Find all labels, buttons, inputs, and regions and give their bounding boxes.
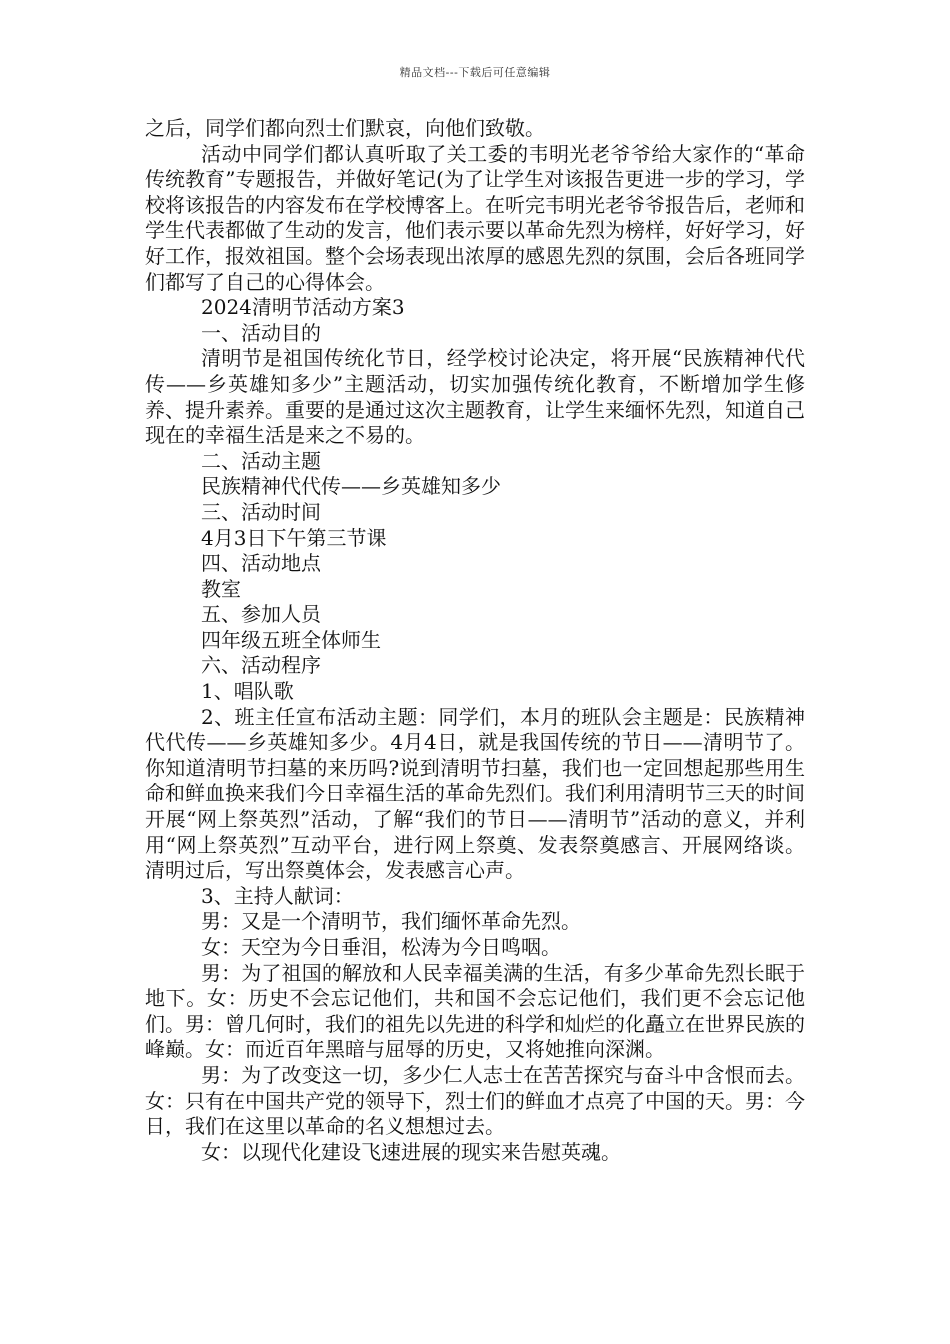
dialogue-line: 女：天空为今日垂泪，松涛为今日鸣咽。 bbox=[201, 935, 561, 959]
paragraph: 民族精神代代传——乡英雄知多少 bbox=[201, 474, 501, 499]
list-item: 1、唱队歌 bbox=[201, 679, 294, 704]
paragraph: 四年级五班全体师生 bbox=[201, 627, 381, 652]
paragraph: 活动中同学们都认真听取了关工委的韦明光老爷爷给大家作的“革命传统教育”专题报告，并做好笔记(为了让学生对该报告更进一步的学习，学校将该报告的内容发布在学校博客上。在听完韦明光老爷爷报告后，老师和学生代表都做了生动的发言，他们表示要以革命先烈为榜样，好好学习，好好工作，报效祖国。整个会场表现出浓厚的感恩先烈的氛围，会后各班同学们都写了自己的心得体会。 bbox=[145, 141, 805, 294]
section-heading: 三、活动时间 bbox=[201, 499, 321, 524]
section-heading: 六、活动程序 bbox=[201, 653, 321, 678]
list-item: 3、主持人献词： bbox=[201, 883, 354, 908]
paragraph: 之后，同学们都向烈士们默哀，向他们致敬。 bbox=[145, 116, 545, 140]
section-heading: 一、活动目的 bbox=[201, 320, 321, 345]
section-heading: 二、活动主题 bbox=[201, 448, 321, 473]
dialogue-line: 女：以现代化建设飞速进展的现实来告慰英魂。 bbox=[201, 1139, 621, 1164]
paragraph: 清明节是祖国传统化节日，经学校讨论决定，将开展“民族精神代代传——乡英雄知多少”主题活动，切实加强传统化教育，不断增加学生修养、提升素养。重要的是通过这次主题教育，让学生来缅怀先烈，知道自己现在的幸福生活是来之不易的。 bbox=[145, 346, 805, 448]
list-item: 2、班主任宣布活动主题：同学们，本月的班队会主题是：民族精神代代传——乡英雄知多少。4月4日，就是我国传统的节日——清明节了。你知道清明节扫墓的来历吗?说到清明节扫墓，我们也一定回想起那些用生命和鲜血换来我们今日幸福生活的革命先烈们。我们利用清明节三天的时间开展“网上祭英烈”活动，了解“我们的节日——清明节”活动的意义，并利用“网上祭英烈”互动平台，进行网上祭奠、发表祭奠感言、开展网络谈。清明过后，写出祭奠体会，发表感言心声。 bbox=[145, 704, 805, 883]
dialogue-line: 男：为了祖国的解放和人民幸福美满的生活，有多少革命先烈长眠于地下。女：历史不会忘记他们，共和国不会忘记他们，我们更不会忘记他们。男：曾几何时，我们的祖先以先进的科学和灿烂的化矗立在世界民族的峰巅。女：而近百年黑暗与屈辱的历史，又将她推向深渊。 bbox=[145, 960, 805, 1062]
dialogue-line: 男：为了改变这一切，多少仁人志士在苦苦探究与奋斗中含恨而去。女：只有在中国共产党的领导下，烈士们的鲜血才点亮了中国的天。男：今日，我们在这里以革命的名义想想过去。 bbox=[145, 1062, 805, 1139]
document-body bbox=[145, 116, 805, 1165]
section-heading: 五、参加人员 bbox=[201, 602, 321, 627]
section-heading: 四、活动地点 bbox=[201, 551, 321, 576]
dialogue-line: 男：又是一个清明节，我们缅怀革命先烈。 bbox=[201, 909, 581, 934]
paragraph: 教室 bbox=[201, 576, 241, 601]
section-title: 2024清明节活动方案3 bbox=[201, 295, 405, 320]
page-header: 精品文档---下载后可任意编辑 bbox=[399, 66, 551, 79]
paragraph: 4月3日下午第三节课 bbox=[201, 525, 387, 550]
